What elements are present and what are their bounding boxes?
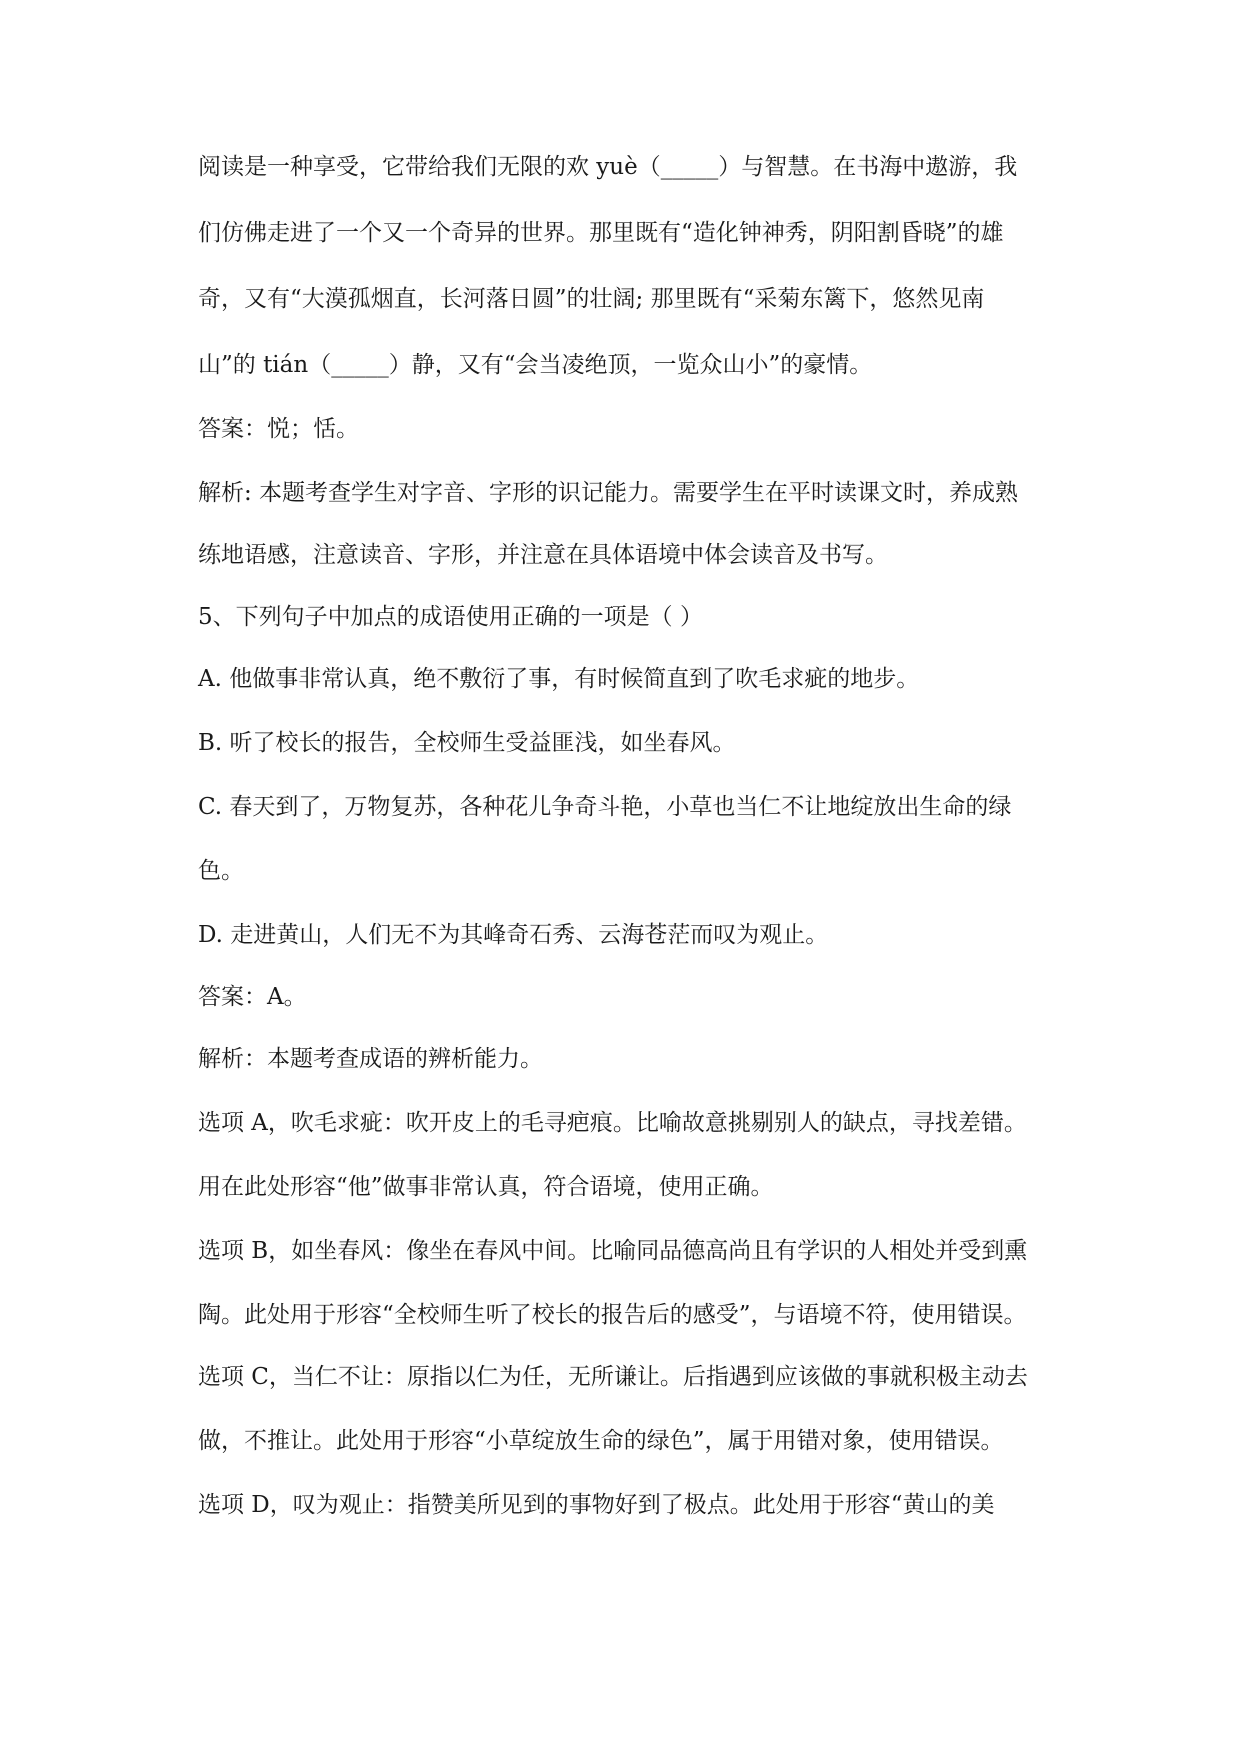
- analysis-d-line-1: 选项 D，叹为观止：指赞美所见到的事物好到了极点。此处用于形容“黄山的美: [198, 1492, 995, 1518]
- option-b: B. 听了校长的报告，全校师生受益匪浅，如坐春风。: [198, 730, 736, 756]
- answer-line-2: 答案：A。: [198, 984, 307, 1010]
- option-a: A. 他做事非常认真，绝不敷衍了事，有时候简直到了吹毛求疵的地步。: [198, 666, 920, 692]
- analysis-line-1: 解析: 本题考查学生对字音、字形的识记能力。需要学生在平时读课文时，养成熟: [198, 480, 1019, 506]
- analysis-line-2: 练地语感，注意读音、字形，并注意在具体语境中体会读音及书写。: [198, 542, 888, 568]
- passage-line-1: 阅读是一种享受，它带给我们无限的欢 yuè（_____）与智慧。在书海中遨游，我: [198, 154, 1018, 180]
- passage-line-4: 山”的 tián（_____）静，又有“会当凌绝顶，一览众山小”的豪情。: [198, 352, 873, 378]
- question-5-stem: 5、下列句子中加点的成语使用正确的一项是（ ）: [198, 604, 703, 630]
- option-d: D. 走进黄山，人们无不为其峰奇石秀、云海苍茫而叹为观止。: [198, 922, 829, 948]
- analysis-intro: 解析：本题考查成语的辨析能力。: [198, 1046, 543, 1072]
- passage-line-2: 们仿佛走进了一个又一个奇异的世界。那里既有“造化钟神秀，阴阳割昏晓”的雄: [198, 220, 1004, 246]
- answer-line: 答案：悦；恬。: [198, 416, 359, 442]
- analysis-b-line-2: 陶。此处用于形容“全校师生听了校长的报告后的感受”，与语境不符，使用错误。: [198, 1302, 1027, 1328]
- analysis-a-line-2: 用在此处形容“他”做事非常认真，符合语境，使用正确。: [198, 1174, 774, 1200]
- analysis-c-line-2: 做，不推让。此处用于形容“小草绽放生命的绿色”，属于用错对象，使用错误。: [198, 1428, 1004, 1454]
- analysis-a-line-1: 选项 A，吹毛求疵：吹开皮上的毛寻疤痕。比喻故意挑剔别人的缺点，寻找差错。: [198, 1110, 1027, 1136]
- analysis-c-line-1: 选项 C，当仁不让：原指以仁为任，无所谦让。后指遇到应该做的事就积极主动去: [198, 1364, 1028, 1390]
- passage-line-3: 奇，又有“大漠孤烟直，长河落日圆”的壮阔; 那里既有“采菊东篱下，悠然见南: [198, 286, 985, 312]
- option-c-line-2: 色。: [198, 858, 244, 884]
- analysis-b-line-1: 选项 B，如坐春风：像坐在春风中间。比喻同品德高尚且有学识的人相处并受到熏: [198, 1238, 1028, 1264]
- option-c-line-1: C. 春天到了，万物复苏，各种花儿争奇斗艳，小草也当仁不让地绽放出生命的绿: [198, 794, 1012, 820]
